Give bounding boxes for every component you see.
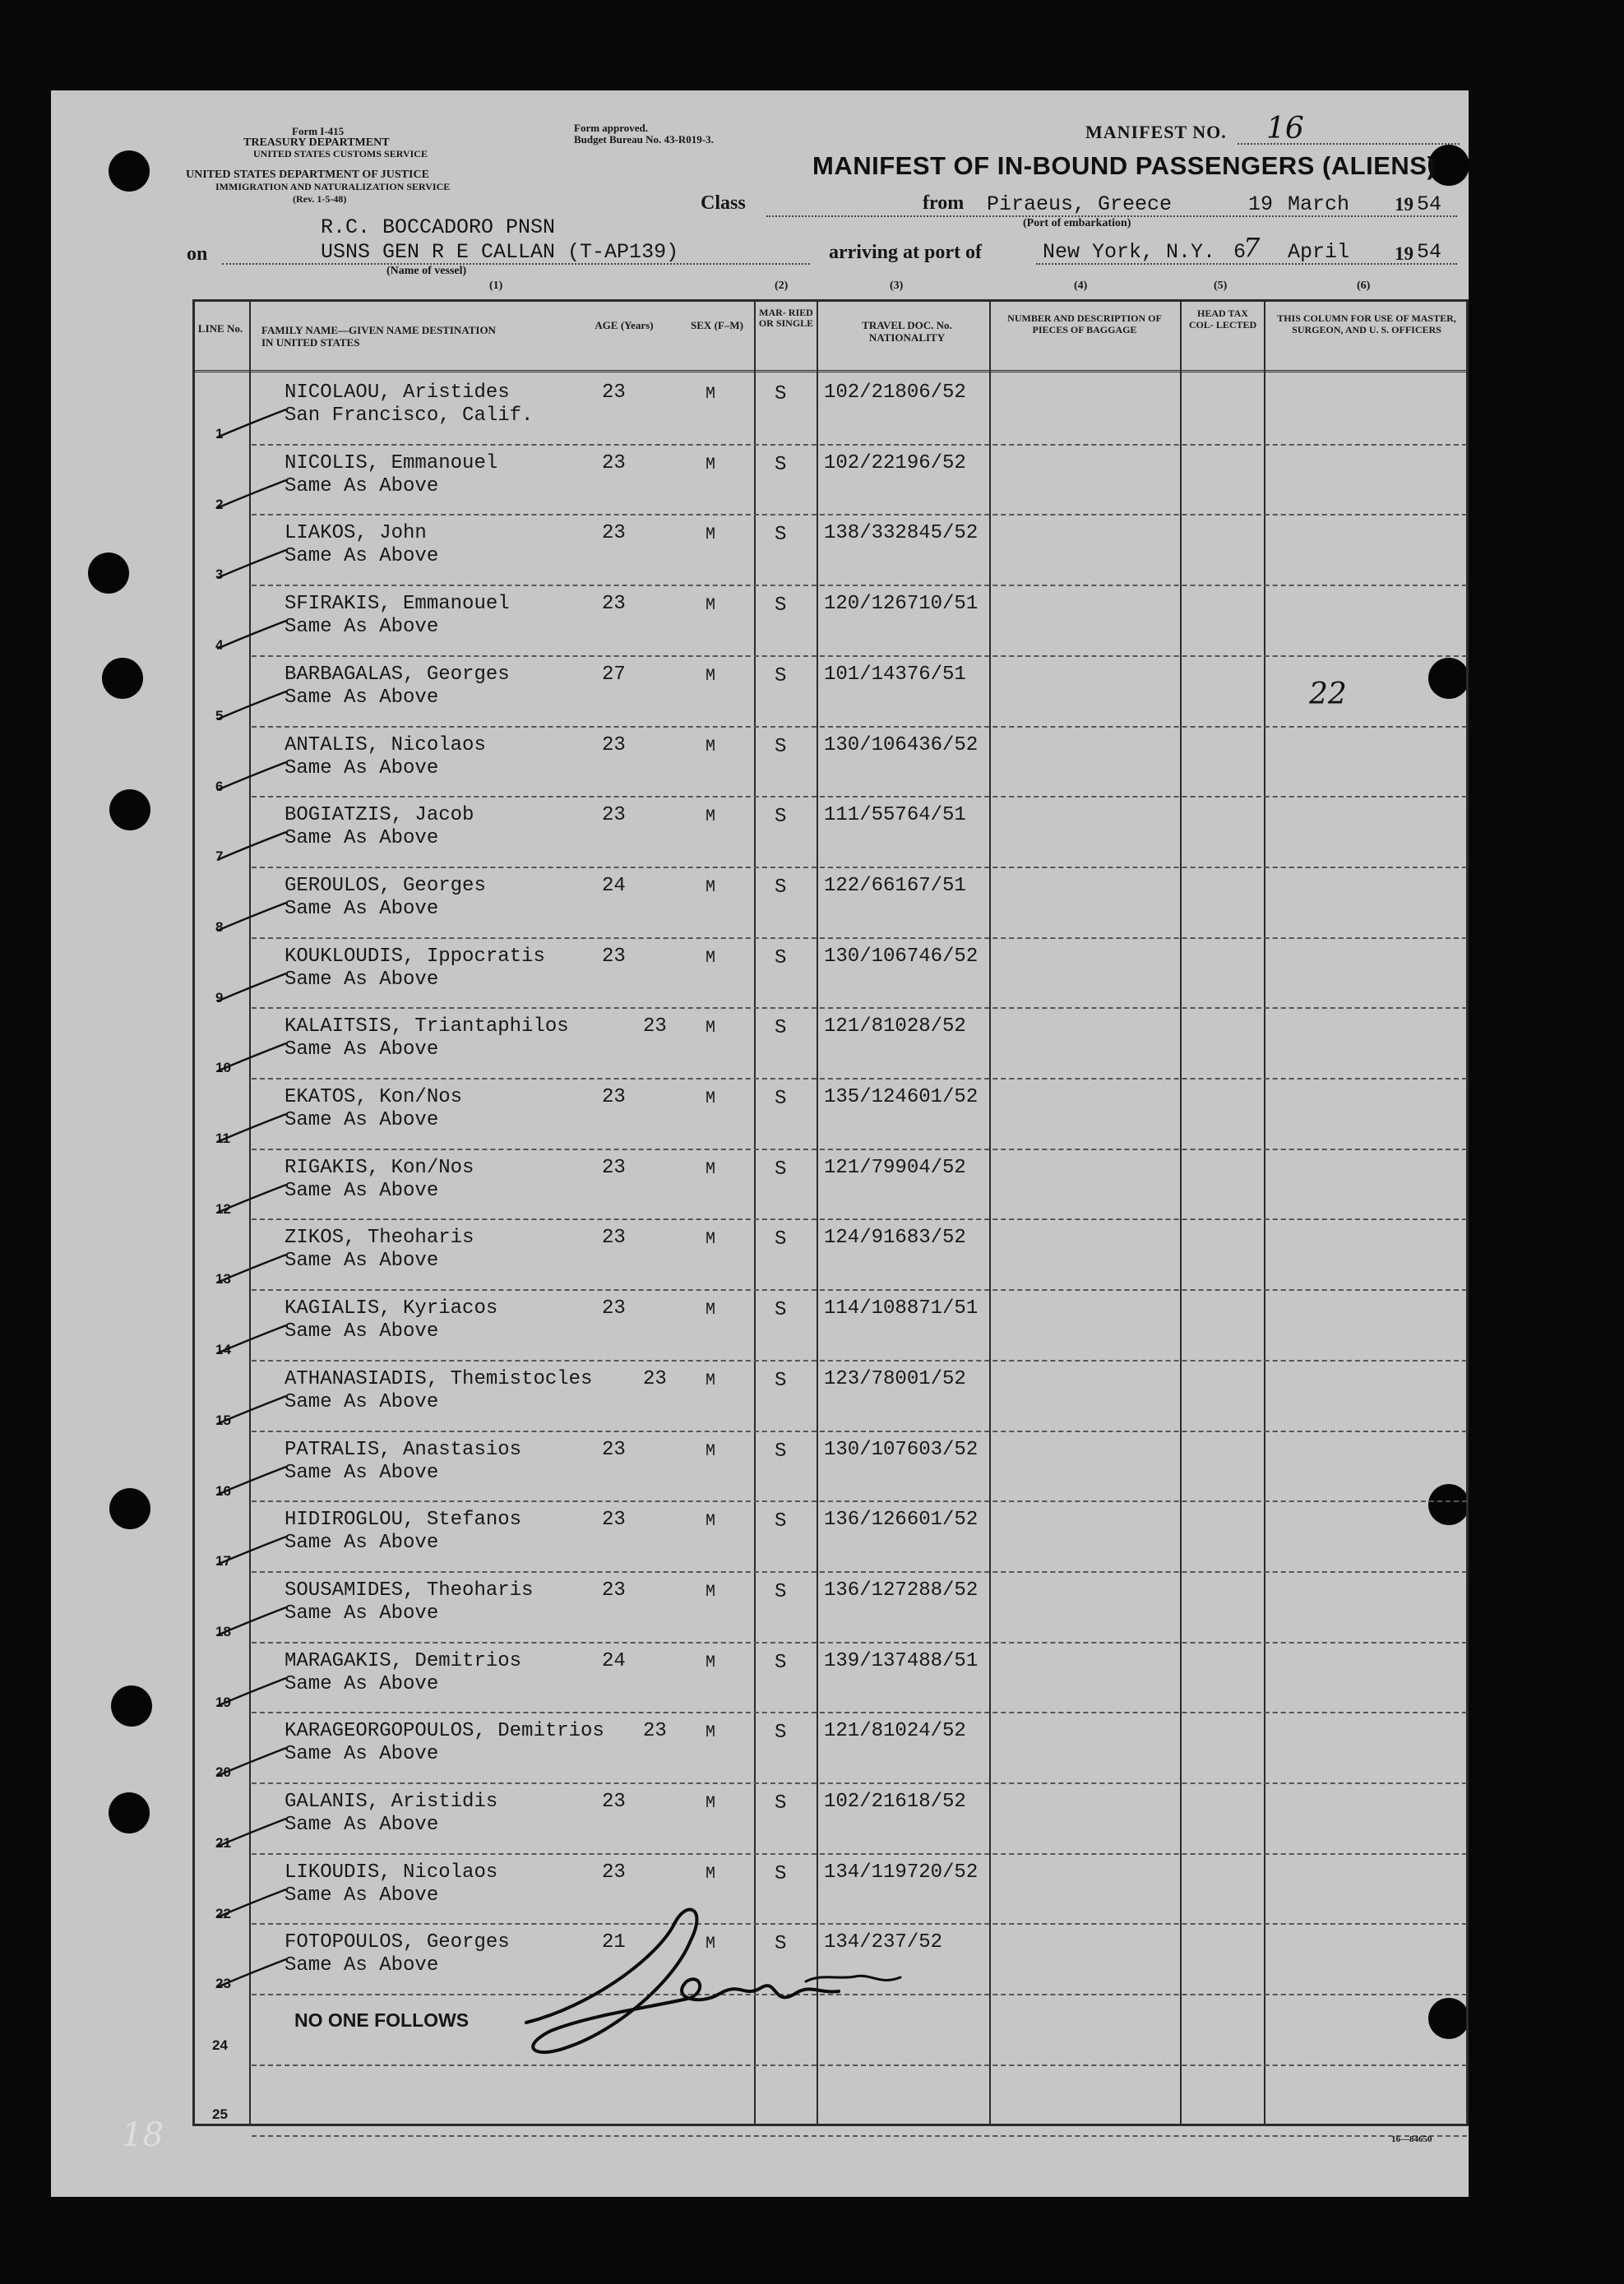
passenger-name: NICOLAOU, Aristides	[285, 381, 510, 404]
row-separator	[252, 1078, 1467, 1080]
passenger-sex: M	[706, 1512, 716, 1532]
row-separator	[252, 1500, 1467, 1502]
row-separator	[252, 444, 1467, 446]
passenger-age: 23	[602, 1861, 626, 1884]
passenger-sex: M	[706, 1794, 716, 1813]
header-rule	[192, 370, 1469, 372]
form-approved: Form approved.	[574, 122, 649, 134]
header-officers: THIS COLUMN FOR USE OF MASTER, SURGEON, AND U. S. OFFICERS	[1277, 312, 1456, 335]
passenger-sex: M	[706, 596, 716, 616]
line-number: 16	[215, 1482, 231, 1499]
passenger-sex: M	[706, 1723, 716, 1743]
passenger-destination: Same As Above	[285, 827, 439, 850]
passenger-sex: M	[706, 1301, 716, 1320]
column-number: (5)	[1214, 280, 1228, 292]
arrival-year: 54	[1417, 240, 1442, 264]
check-mark	[215, 830, 289, 863]
passenger-sex: M	[706, 666, 716, 686]
punch-hole	[109, 1488, 150, 1529]
check-mark	[215, 479, 289, 511]
passenger-age: 24	[602, 1649, 626, 1672]
check-mark	[215, 972, 289, 1005]
passenger-travel-doc: 124/91683/52	[824, 1227, 966, 1250]
line-number: 24	[212, 2037, 228, 2053]
vessel-rule	[222, 263, 810, 265]
check-mark	[215, 690, 289, 723]
on-label: on	[187, 243, 208, 265]
check-mark	[215, 1183, 289, 1216]
passenger-age: 23	[602, 1156, 626, 1179]
passenger-destination: Same As Above	[285, 545, 439, 568]
passenger-marital-status: S	[775, 1017, 787, 1040]
passenger-travel-doc: 102/22196/52	[824, 451, 966, 474]
passenger-travel-doc: 121/81028/52	[824, 1015, 966, 1038]
arriving-label: arriving at port of	[829, 242, 982, 263]
passenger-marital-status: S	[775, 1299, 787, 1322]
row-separator	[252, 1289, 1467, 1291]
punch-hole	[102, 658, 143, 699]
revision: (Rev. 1-5-48)	[293, 193, 347, 205]
passenger-age: 24	[602, 874, 626, 897]
line-number: 7	[215, 848, 224, 865]
line-number: 15	[215, 1412, 231, 1428]
check-mark	[215, 548, 289, 581]
column-number: (6)	[1357, 280, 1371, 292]
line-number: 14	[215, 1342, 231, 1358]
departure-day: 19	[1248, 192, 1274, 216]
passenger-age: 23	[602, 1579, 626, 1602]
passenger-destination: Same As Above	[285, 1109, 439, 1131]
row-separator	[252, 1218, 1467, 1220]
column-rule	[989, 299, 991, 2126]
passenger-marital-status: S	[775, 1228, 787, 1251]
passenger-name: BARBAGALAS, Georges	[285, 663, 510, 686]
row-separator	[252, 867, 1467, 868]
passenger-name: NICOLIS, Emmanouel	[285, 451, 498, 474]
row-separator	[252, 937, 1467, 939]
passenger-sex: M	[706, 1371, 716, 1390]
arrival-rule	[1036, 263, 1457, 265]
customs-service: UNITED STATES CUSTOMS SERVICE	[253, 148, 428, 160]
row-separator	[252, 514, 1467, 516]
row-separator	[252, 1571, 1467, 1573]
row-separator	[252, 1360, 1467, 1362]
passenger-destination: Same As Above	[285, 1038, 439, 1061]
passenger-marital-status: S	[775, 946, 787, 969]
passenger-destination: Same As Above	[285, 1250, 439, 1273]
passenger-age: 23	[602, 1791, 626, 1813]
column-number: (2)	[775, 280, 789, 292]
passenger-travel-doc: 121/81024/52	[824, 1720, 966, 1743]
line-number: 2	[215, 496, 224, 512]
passenger-age: 23	[602, 1297, 626, 1320]
check-mark	[215, 1958, 289, 1990]
line-number: 8	[215, 918, 224, 935]
manifest-no-label: MANIFEST NO.	[1085, 122, 1227, 142]
vessel-name-label: (Name of vessel)	[386, 265, 467, 277]
line-number: 18	[215, 1623, 231, 1639]
passenger-name: FOTOPOULOS, Georges	[285, 1931, 510, 1954]
passenger-age: 23	[602, 733, 626, 756]
passenger-travel-doc: 120/126710/51	[824, 593, 979, 616]
line-number: 1	[215, 426, 224, 442]
no-one-follows: NO ONE FOLLOWS	[294, 2009, 470, 2031]
passenger-marital-status: S	[775, 453, 787, 476]
passenger-marital-status: S	[775, 524, 787, 547]
punch-hole	[88, 553, 129, 594]
line-number: 10	[215, 1060, 231, 1076]
check-mark	[215, 1394, 289, 1427]
passenger-marital-status: S	[775, 1580, 787, 1603]
line-number: 23	[215, 1976, 231, 1992]
check-mark	[215, 1253, 289, 1286]
manifest-table	[192, 299, 1469, 2126]
passenger-sex: M	[706, 1935, 716, 1954]
passenger-marital-status: S	[775, 1369, 787, 1392]
row-separator	[252, 1149, 1467, 1150]
passenger-marital-status: S	[775, 1722, 787, 1745]
passenger-sex: M	[706, 525, 716, 545]
passenger-marital-status: S	[775, 806, 787, 829]
line-number: 3	[215, 566, 224, 583]
passenger-sex: M	[706, 807, 716, 827]
column-rule	[1180, 299, 1182, 2126]
passenger-name: BOGIATZIS, Jacob	[285, 804, 474, 827]
check-mark	[215, 1465, 289, 1498]
passenger-name: LIAKOS, John	[285, 522, 427, 545]
passenger-travel-doc: 134/237/52	[824, 1931, 943, 1954]
passenger-age: 21	[602, 1931, 626, 1954]
footer-code: 16—84650	[1391, 2134, 1432, 2144]
check-mark	[215, 1817, 289, 1850]
passenger-travel-doc: 136/126601/52	[824, 1509, 979, 1532]
passenger-name: LIKOUDIS, Nicolaos	[285, 1861, 498, 1884]
passenger-marital-status: S	[775, 1792, 787, 1815]
passenger-destination: San Francisco, Calif.	[285, 405, 534, 427]
row-separator	[252, 1642, 1467, 1644]
departure-month: March	[1288, 192, 1350, 216]
passenger-name: SFIRAKIS, Emmanouel	[285, 593, 510, 616]
header-married: MAR- RIED OR SINGLE	[758, 307, 814, 329]
passenger-travel-doc: 102/21618/52	[824, 1791, 966, 1813]
margin-mark: 18	[122, 2116, 164, 2154]
punch-hole	[109, 1792, 150, 1833]
column-number: (4)	[1074, 280, 1088, 292]
passenger-marital-status: S	[775, 1651, 787, 1674]
passenger-marital-status: S	[775, 1510, 787, 1533]
passenger-age: 23	[602, 381, 626, 404]
passenger-travel-doc: 101/14376/51	[824, 663, 966, 686]
passenger-name: ANTALIS, Nicolaos	[285, 733, 486, 756]
row-separator	[252, 2135, 1467, 2137]
passenger-age: 23	[602, 804, 626, 827]
passenger-name: MARAGAKIS, Demitrios	[285, 1649, 522, 1672]
passenger-destination: Same As Above	[285, 1179, 439, 1202]
passenger-age: 23	[643, 1720, 667, 1743]
column-rule	[1264, 299, 1265, 2126]
header-travel-doc: TRAVEL DOC. No. NATIONALITY	[862, 319, 952, 344]
passenger-destination: Same As Above	[285, 1532, 439, 1555]
passenger-destination: Same As Above	[285, 1814, 439, 1836]
passenger-sex: M	[706, 455, 716, 474]
budget-bureau: Budget Bureau No. 43-R019-3.	[574, 133, 714, 146]
passenger-destination: Same As Above	[285, 897, 439, 920]
row-separator	[252, 585, 1467, 586]
header-head-tax: HEAD TAX COL- LECTED	[1188, 307, 1257, 331]
check-mark	[215, 1112, 289, 1145]
passenger-marital-status: S	[775, 664, 787, 687]
passenger-marital-status: S	[775, 594, 787, 617]
passenger-travel-doc: 139/137488/51	[824, 1649, 979, 1672]
punch-hole	[111, 1685, 152, 1727]
officer-note: 22	[1309, 677, 1347, 711]
check-mark	[215, 1535, 289, 1568]
passenger-travel-doc: 138/332845/52	[824, 522, 979, 545]
passenger-destination: Same As Above	[285, 1390, 439, 1413]
check-mark	[215, 408, 289, 441]
line-number: 20	[215, 1764, 231, 1781]
line-number: 21	[215, 1835, 231, 1851]
passenger-name: PATRALIS, Anastasios	[285, 1438, 522, 1461]
passenger-sex: M	[706, 1582, 716, 1602]
row-separator	[252, 1712, 1467, 1713]
check-mark	[215, 1888, 289, 1921]
row-separator	[252, 726, 1467, 728]
passenger-travel-doc: 123/78001/52	[824, 1367, 966, 1390]
passenger-travel-doc: 102/21806/52	[824, 381, 966, 404]
passenger-name: ATHANASIADIS, Themistocles	[285, 1367, 593, 1390]
passenger-travel-doc: 122/66167/51	[824, 874, 966, 897]
header-sex: SEX (F–M)	[691, 319, 743, 331]
header-line-no: LINE No.	[197, 322, 243, 335]
passenger-destination: Same As Above	[285, 1672, 439, 1695]
passenger-sex: M	[706, 1864, 716, 1884]
line-number: 11	[215, 1130, 230, 1146]
passenger-age: 23	[602, 1086, 626, 1108]
passenger-name: GEROULOS, Georges	[285, 874, 486, 897]
passenger-sex: M	[706, 1019, 716, 1038]
arrival-month: April	[1288, 240, 1350, 264]
passenger-name: KALAITSIS, Triantaphilos	[285, 1015, 569, 1038]
passenger-name: KARAGEORGOPOULOS, Demitrios	[285, 1720, 604, 1743]
passenger-destination: Same As Above	[285, 756, 439, 779]
treasury-dept: TREASURY DEPARTMENT	[243, 136, 390, 149]
passenger-marital-status: S	[775, 1440, 787, 1463]
passenger-name: EKATOS, Kon/Nos	[285, 1086, 463, 1108]
row-separator	[252, 796, 1467, 798]
passenger-age: 23	[602, 1438, 626, 1461]
embark-port: Piraeus, Greece	[987, 192, 1173, 216]
passenger-destination: Same As Above	[285, 1461, 439, 1484]
line-number: 12	[215, 1200, 231, 1217]
check-mark	[215, 761, 289, 793]
passenger-marital-status: S	[775, 383, 787, 405]
passenger-marital-status: S	[775, 735, 787, 758]
passenger-name: HIDIROGLOU, Stefanos	[285, 1509, 522, 1532]
passenger-destination: Same As Above	[285, 1884, 439, 1907]
passenger-sex: M	[706, 877, 716, 897]
column-number: (1)	[489, 280, 503, 292]
passenger-sex: M	[706, 1653, 716, 1672]
check-mark	[215, 1324, 289, 1357]
passenger-sex: M	[706, 1441, 716, 1461]
passenger-destination: Same As Above	[285, 1602, 439, 1625]
row-separator	[252, 1853, 1467, 1855]
justice-dept: UNITED STATES DEPARTMENT OF JUSTICE	[186, 169, 429, 181]
passenger-sex: M	[706, 737, 716, 756]
check-mark	[215, 1746, 289, 1779]
line-number: 19	[215, 1694, 231, 1710]
passenger-sex: M	[706, 385, 716, 404]
row-separator	[252, 1782, 1467, 1784]
line-number: 13	[215, 1271, 231, 1288]
arrival-year-prefix: 19	[1395, 243, 1413, 264]
passenger-sex: M	[706, 1230, 716, 1250]
passenger-destination: Same As Above	[285, 1320, 439, 1343]
passenger-travel-doc: 130/106746/52	[824, 945, 979, 968]
column-number: (3)	[890, 280, 904, 292]
passenger-destination: Same As Above	[285, 1743, 439, 1766]
passenger-name: KAGIALIS, Kyriacos	[285, 1297, 498, 1320]
line-number: 6	[215, 778, 224, 794]
manifest-no-rule	[1238, 143, 1460, 145]
passenger-travel-doc: 135/124601/52	[824, 1086, 979, 1108]
passenger-travel-doc: 130/107603/52	[824, 1438, 979, 1461]
passenger-name: RIGAKIS, Kon/Nos	[285, 1156, 474, 1179]
passenger-age: 23	[643, 1367, 667, 1390]
passenger-destination: Same As Above	[285, 686, 439, 709]
arrival-day-correction: 7	[1243, 232, 1261, 263]
punch-hole	[109, 150, 150, 192]
passenger-travel-doc: 121/79904/52	[824, 1156, 966, 1179]
passenger-age: 23	[602, 593, 626, 616]
departure-year-prefix: 19	[1395, 194, 1413, 215]
passenger-age: 23	[643, 1015, 667, 1038]
arrival-day: 6	[1233, 240, 1247, 264]
officer-signature	[493, 1891, 921, 2072]
port-embarkation-label: (Port of embarkation)	[1023, 217, 1131, 229]
passenger-name: KOUKLOUDIS, Ippocratis	[285, 945, 545, 968]
passenger-name: GALANIS, Aristidis	[285, 1791, 498, 1813]
header-name: FAMILY NAME—GIVEN NAME DESTINATION IN UNITED STATES	[261, 324, 496, 349]
passenger-sex: M	[706, 1159, 716, 1179]
passenger-marital-status: S	[775, 876, 787, 899]
header-age: AGE (Years)	[595, 319, 654, 331]
line-number: 4	[215, 637, 224, 654]
column-rule	[817, 299, 818, 2126]
row-separator	[252, 1007, 1467, 1009]
line-number: 22	[215, 1905, 231, 1921]
passenger-age: 23	[602, 1509, 626, 1532]
passenger-travel-doc: 134/119720/52	[824, 1861, 979, 1884]
passenger-marital-status: S	[775, 1158, 787, 1181]
from-label: from	[923, 192, 965, 214]
passenger-name: ZIKOS, Theoharis	[285, 1227, 474, 1250]
passenger-destination: Same As Above	[285, 616, 439, 639]
class-label: Class	[701, 192, 746, 214]
check-mark	[215, 1606, 289, 1639]
passenger-age: 23	[602, 451, 626, 474]
arrival-port: New York, N.Y.	[1043, 240, 1216, 264]
column-rule	[754, 299, 756, 2126]
check-mark	[215, 1042, 289, 1075]
manifest-number: 16	[1266, 112, 1304, 146]
passenger-marital-status: S	[775, 1933, 787, 1956]
passenger-travel-doc: 136/127288/52	[824, 1579, 979, 1602]
passenger-sex: M	[706, 948, 716, 968]
passenger-name: SOUSAMIDES, Theoharis	[285, 1579, 534, 1602]
departure-year: 54	[1417, 192, 1442, 216]
check-mark	[215, 619, 289, 652]
passenger-destination: Same As Above	[285, 1954, 439, 1977]
row-separator	[252, 1431, 1467, 1432]
form-title: MANIFEST OF IN-BOUND PASSENGERS (ALIENS)	[812, 151, 1437, 180]
passenger-age: 23	[602, 945, 626, 968]
passenger-destination: Same As Above	[285, 968, 439, 991]
ins-service: IMMIGRATION AND NATURALIZATION SERVICE	[215, 181, 451, 192]
header-baggage: NUMBER AND DESCRIPTION OF PIECES OF BAGGAGE	[1007, 312, 1162, 335]
form-id: Form I-415	[292, 125, 345, 137]
passenger-travel-doc: 111/55764/51	[824, 804, 966, 827]
line-number: 17	[215, 1553, 231, 1570]
passenger-travel-doc: 130/106436/52	[824, 733, 979, 756]
passenger-marital-status: S	[775, 1088, 787, 1110]
passenger-age: 23	[602, 1227, 626, 1250]
passenger-sex: M	[706, 1089, 716, 1108]
passenger-travel-doc: 114/108871/51	[824, 1297, 979, 1320]
passenger-age: 27	[602, 663, 626, 686]
check-mark	[215, 901, 289, 934]
line-number: 25	[212, 2106, 228, 2122]
row-separator	[252, 655, 1467, 657]
check-mark	[215, 1676, 289, 1709]
punch-hole	[109, 789, 150, 830]
passenger-age: 23	[602, 522, 626, 545]
vessel-line-1: R.C. BOCCADORO PNSN	[321, 215, 556, 239]
passenger-destination: Same As Above	[285, 474, 439, 497]
line-number: 5	[215, 707, 224, 724]
line-number: 9	[215, 989, 224, 1006]
vessel-line-2: USNS GEN R E CALLAN (T-AP139)	[321, 240, 679, 264]
passenger-marital-status: S	[775, 1862, 787, 1885]
